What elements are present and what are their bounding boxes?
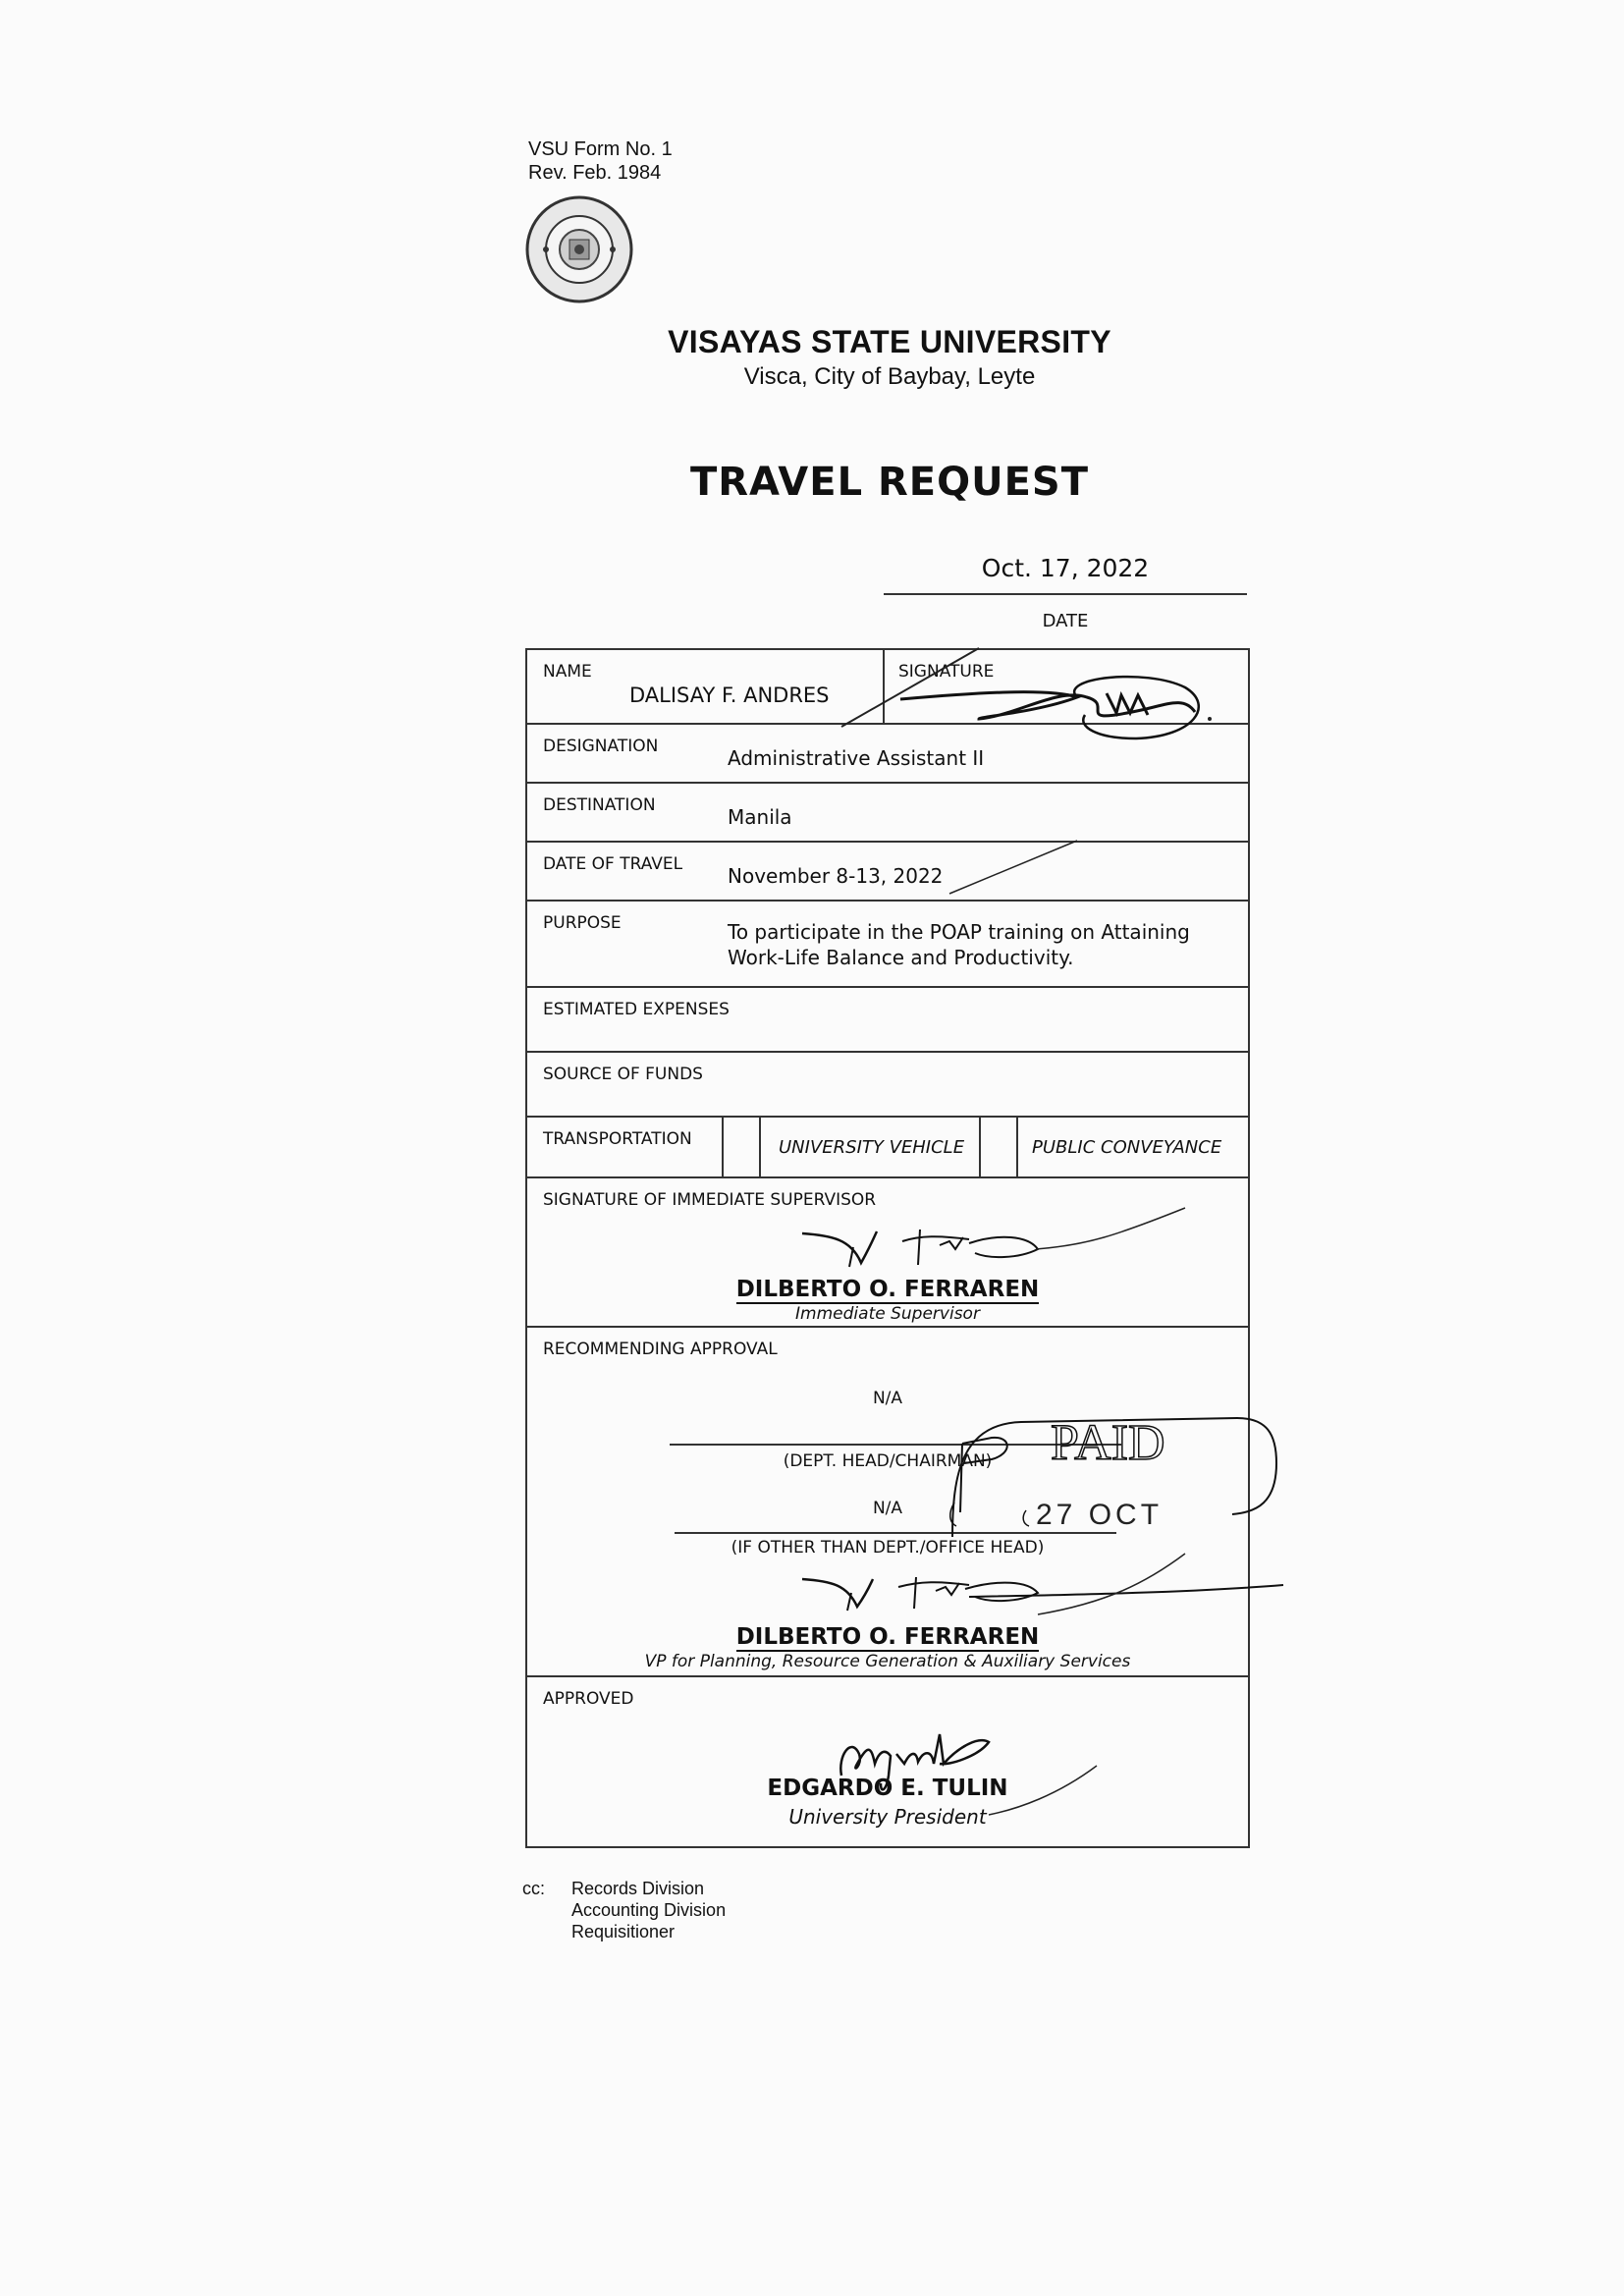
transportation-label: TRANSPORTATION [543, 1129, 692, 1149]
purpose-line: To participate in the POAP training on Attaining [728, 920, 1190, 944]
expenses-row [527, 988, 1248, 1053]
supervisor-title: Immediate Supervisor [795, 1304, 980, 1324]
designation-value: Administrative Assistant II [728, 746, 985, 770]
university-name: VISAYAS STATE UNIVERSITY [668, 324, 1111, 359]
cc-items [571, 1878, 726, 1942]
form-number-line: VSU Form No. 1 [528, 138, 673, 160]
university-vehicle-checkbox[interactable] [759, 1118, 761, 1176]
date-label: DATE [1042, 611, 1089, 631]
revision-line: Rev. Feb. 1984 [528, 162, 662, 184]
president-title: University President [788, 1805, 987, 1829]
signature-label: SIGNATURE [898, 662, 995, 682]
public-conveyance-option: PUBLIC CONVEYANCE [1032, 1137, 1222, 1158]
travel-date-row [527, 843, 1248, 902]
na-value: N/A [872, 1499, 903, 1518]
na-value: N/A [872, 1389, 903, 1408]
cc-item: Accounting Division [571, 1900, 727, 1920]
vp-name: DILBERTO O. FERRAREN [735, 1624, 1040, 1650]
cc-label: cc: [522, 1879, 546, 1898]
supervisor-row [527, 1178, 1248, 1328]
name-label: NAME [543, 662, 592, 682]
travel-request-form [525, 648, 1250, 1848]
designation-label: DESIGNATION [543, 737, 659, 756]
cc-item: Records Division [571, 1879, 705, 1898]
destination-value: Manila [728, 805, 792, 829]
president-name: EDGARDO E. TULIN [767, 1776, 1008, 1801]
university-address: Visca, City of Baybay, Leyte [743, 363, 1036, 390]
dept-head-caption: (DEPT. HEAD/CHAIRMAN) [783, 1451, 993, 1471]
funds-label: SOURCE OF FUNDS [543, 1065, 703, 1084]
public-conveyance-checkbox[interactable] [1016, 1118, 1018, 1176]
document-title: TRAVEL REQUEST [689, 460, 1090, 505]
destination-label: DESTINATION [543, 795, 656, 815]
vp-title: VP for Planning, Resource Generation & Auxiliary Services [644, 1652, 1131, 1671]
paid-stamp-icon [943, 1404, 1281, 1537]
approved-row [527, 1677, 1248, 1848]
purpose-label: PURPOSE [543, 913, 622, 933]
recommending-label: RECOMMENDING APPROVAL [543, 1339, 778, 1359]
destination-row [527, 784, 1248, 843]
form-number [528, 137, 673, 185]
name-value: DALISAY F. ANDRES [629, 683, 830, 707]
travel-date-label: DATE OF TRAVEL [543, 854, 683, 874]
expenses-label: ESTIMATED EXPENSES [543, 1000, 730, 1019]
initial-mark-icon [940, 833, 1087, 902]
date-underline [884, 593, 1247, 595]
funds-row [527, 1053, 1248, 1118]
column-divider [722, 1118, 724, 1176]
stamp-date: 27 OCT [1036, 1499, 1164, 1531]
supervisor-name: DILBERTO O. FERRAREN [735, 1277, 1040, 1302]
purpose-row [527, 902, 1248, 988]
designation-row [527, 725, 1248, 784]
approved-label: APPROVED [543, 1689, 634, 1709]
request-date: Oct. 17, 2022 [981, 554, 1150, 582]
column-divider [979, 1118, 981, 1176]
name-row [527, 650, 1248, 725]
transportation-row [527, 1118, 1248, 1178]
supervisor-label: SIGNATURE OF IMMEDIATE SUPERVISOR [543, 1190, 877, 1210]
other-head-caption: (IF OTHER THAN DEPT./OFFICE HEAD) [731, 1538, 1045, 1558]
university-seal-icon [524, 194, 634, 304]
cc-item: Requisitioner [571, 1922, 676, 1941]
stamp-text: PAID [1051, 1415, 1165, 1471]
purpose-value [728, 919, 1209, 970]
travel-date-value: November 8-13, 2022 [728, 864, 944, 888]
university-vehicle-option: UNIVERSITY VEHICLE [779, 1137, 965, 1158]
purpose-line: Work-Life Balance and Productivity. [728, 946, 1074, 969]
